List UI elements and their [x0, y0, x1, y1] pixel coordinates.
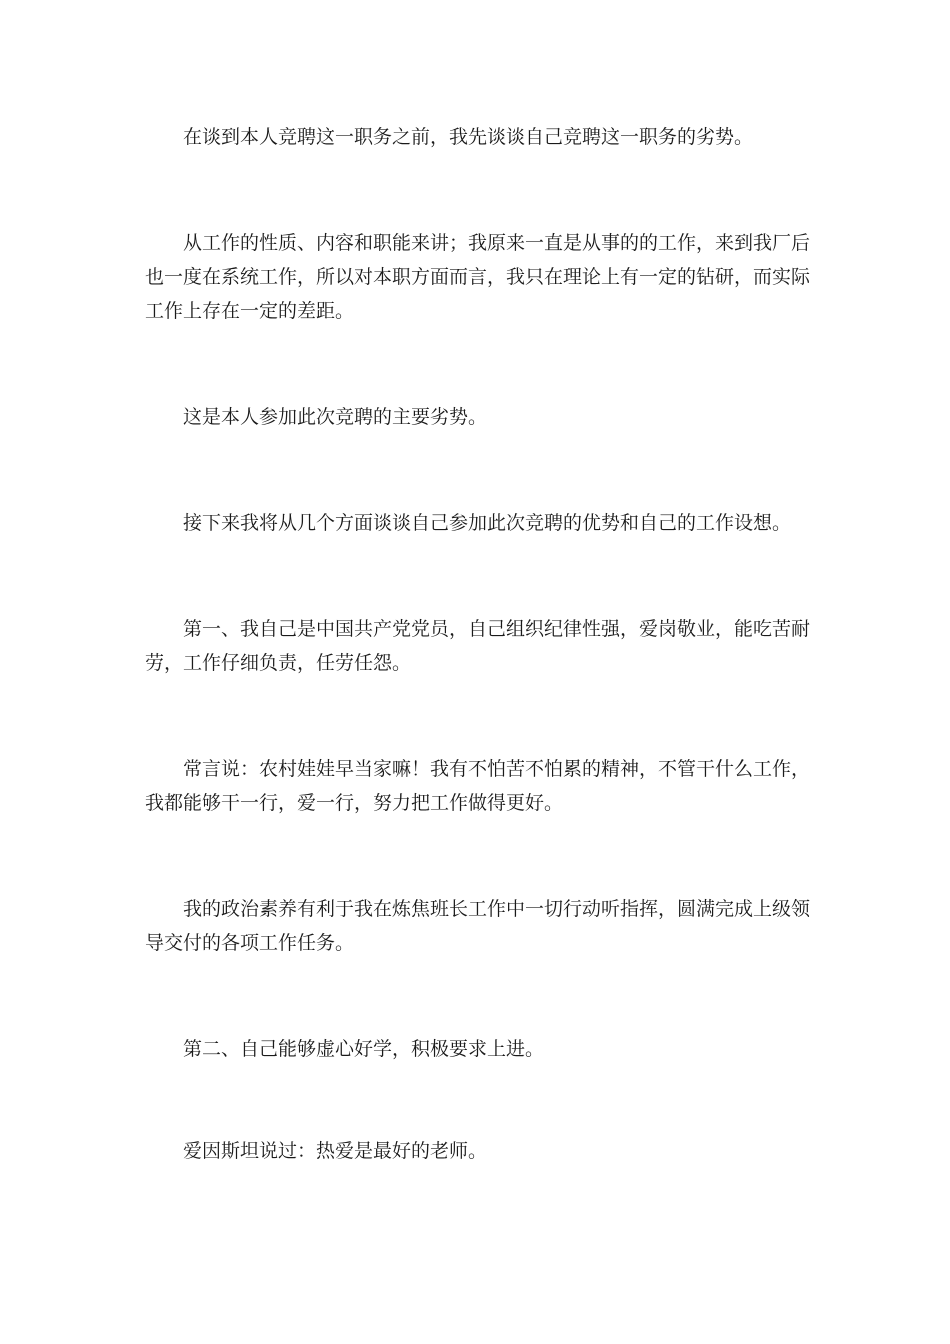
paragraph-work-nature: 从工作的性质、内容和职能来讲；我原来一直是从事的的工作，来到我厂后也一度在系统工作，所以对本职方面而言，我只在理论上有一定的钻研，而实际工作上存在一定的差距。: [145, 232, 811, 322]
paragraph-disadvantage-intro: 在谈到本人竞聘这一职务之前，我先谈谈自己竞聘这一职务的劣势。: [183, 126, 754, 148]
paragraph-main-disadvantage: 这是本人参加此次竞聘的主要劣势。: [183, 406, 488, 428]
paragraph-saying: 常言说：农村娃娃早当家嘛！我有不怕苦不怕累的精神，不管干什么工作，我都能够干一行，爱一行，努力把工作做得更好。: [145, 758, 811, 814]
paragraph-political-quality: 我的政治素养有利于我在炼焦班长工作中一切行动听指挥，圆满完成上级领导交付的各项工作任务。: [145, 898, 811, 954]
paragraph-advantage-intro: 接下来我将从几个方面谈谈自己参加此次竞聘的优势和自己的工作设想。: [183, 512, 792, 534]
paragraph-second-point: 第二、自己能够虚心好学，积极要求上进。: [183, 1038, 545, 1060]
paragraph-einstein-quote: 爱因斯坦说过：热爱是最好的老师。: [183, 1140, 488, 1162]
paragraph-first-point: 第一、我自己是中国共产党党员，自己组织纪律性强，爱岗敬业，能吃苦耐劳，工作仔细负责，任劳任怨。: [145, 618, 811, 674]
